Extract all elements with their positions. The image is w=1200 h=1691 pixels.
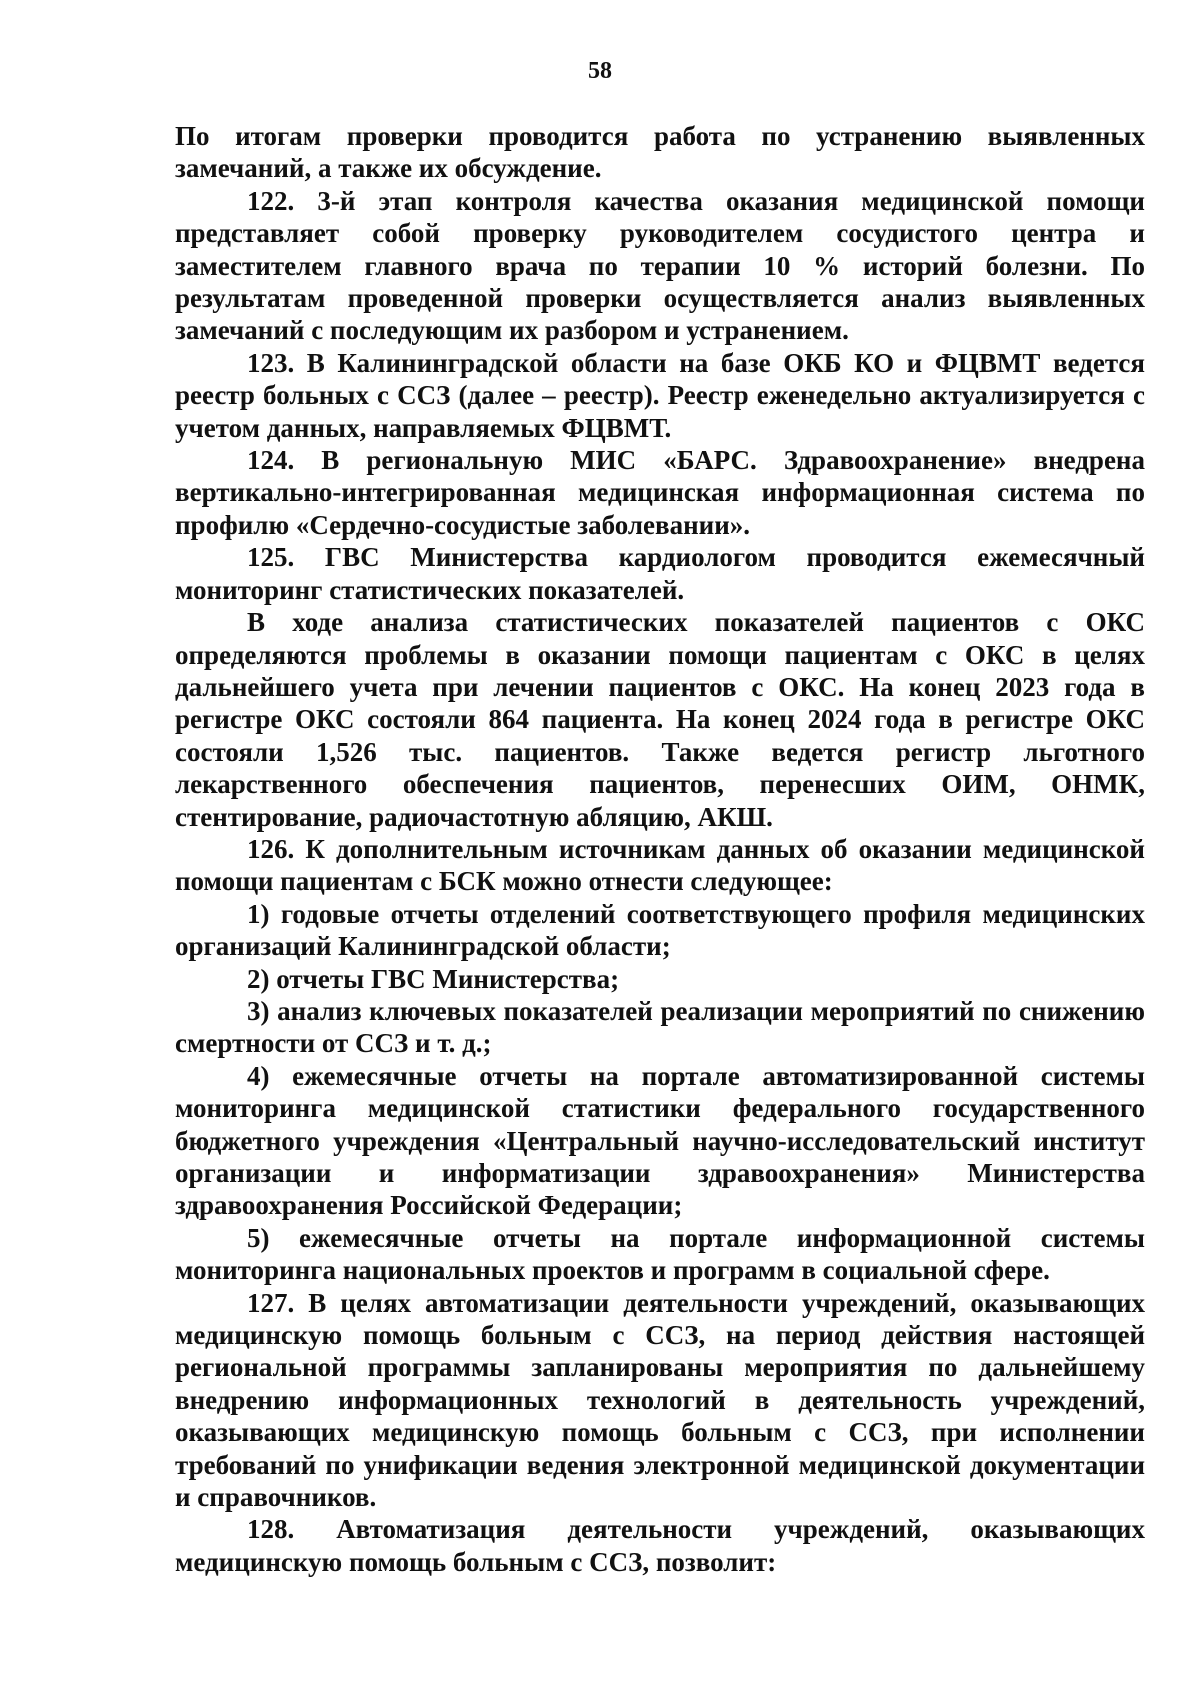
paragraph: 128. Автоматизация деятельности учреждений, оказывающих медицинскую помощь больным с ССЗ, позволит: [175,1514,1145,1577]
paragraph: 123. В Калининградской области на базе ОКБ КО и ФЦВМТ ведется реестр больных с ССЗ (далее – реестр). Реестр еженедельно актуализируется с учетом данных, направляемых ФЦВМТ. [175,347,1145,443]
paragraph: 124. В региональную МИС «БАРС. Здравоохранение» внедрена вертикально-интегрированная медицинская информационная система по профилю «Сердечно-сосудистые заболевании». [175,445,1145,540]
paragraph: В ходе анализа статистических показателей пациентов с ОКС определяются проблемы в оказании помощи пациентам с ОКС в целях дальнейшего учета при лечении пациентов с ОКС. На конец 2023 года в регистре ОКС состояли 864 пациента. На конец 2024 года в регистре ОКС состояли 1,526 тыс. пациентов. Также ведется регистр льготного лекарственного обеспечения пациентов, перенесших ОИМ, ОНМК, стентирование, радиочастотную абляцию, АКШ. [175,607,1145,832]
paragraph: По итогам проверки проводится работа по устранению выявленных замечаний, а также их обсуждение. [175,121,1145,184]
list-item: 3) анализ ключевых показателей реализации мероприятий по снижению смертности от ССЗ и т. д.; [175,995,1145,1059]
document-body [175,120,1145,1578]
list-item: 1) годовые отчеты отделений соответствующего профиля медицинских организаций Калининградской области; [175,898,1145,962]
paragraph: 127. В целях автоматизации деятельности учреждений, оказывающих медицинскую помощь больным с ССЗ, на период действия настоящей региональной программы запланированы мероприятия по дальнейшему внедрению информационных технологий в деятельность учреждений, оказывающих медицинскую помощь больным с ССЗ, при исполнении требований по унификации ведения электронной медицинской документации и справочников. [175,1287,1145,1513]
paragraph: 125. ГВС Министерства кардиологом проводится ежемесячный мониторинг статистических показателей. [175,542,1145,605]
list-item: 4) ежемесячные отчеты на портале автоматизированной системы мониторинга медицинской статистики федерального государственного бюджетного учреждения «Центральный научно-исследовательский институт организации и информатизации здравоохранения» Министерства здравоохранения Российской Федерации; [175,1060,1145,1221]
page-number: 58 [588,58,612,84]
paragraph: 122. 3-й этап контроля качества оказания медицинской помощи представляет собой проверку руководителем сосудистого центра и заместителем главного врача по терапии 10 % историй болезни. По результатам проведенной проверки осуществляется анализ выявленных замечаний с последующим их разбором и устранением. [175,185,1145,346]
list-item: 5) ежемесячные отчеты на портале информационной системы мониторинга национальных проектов и программ в социальной сфере. [175,1222,1145,1286]
list-item: 2) отчеты ГВС Министерства; [247,963,620,994]
paragraph: 126. К дополнительным источникам данных об оказании медицинской помощи пациентам с БСК можно отнести следующее: [175,833,1145,897]
